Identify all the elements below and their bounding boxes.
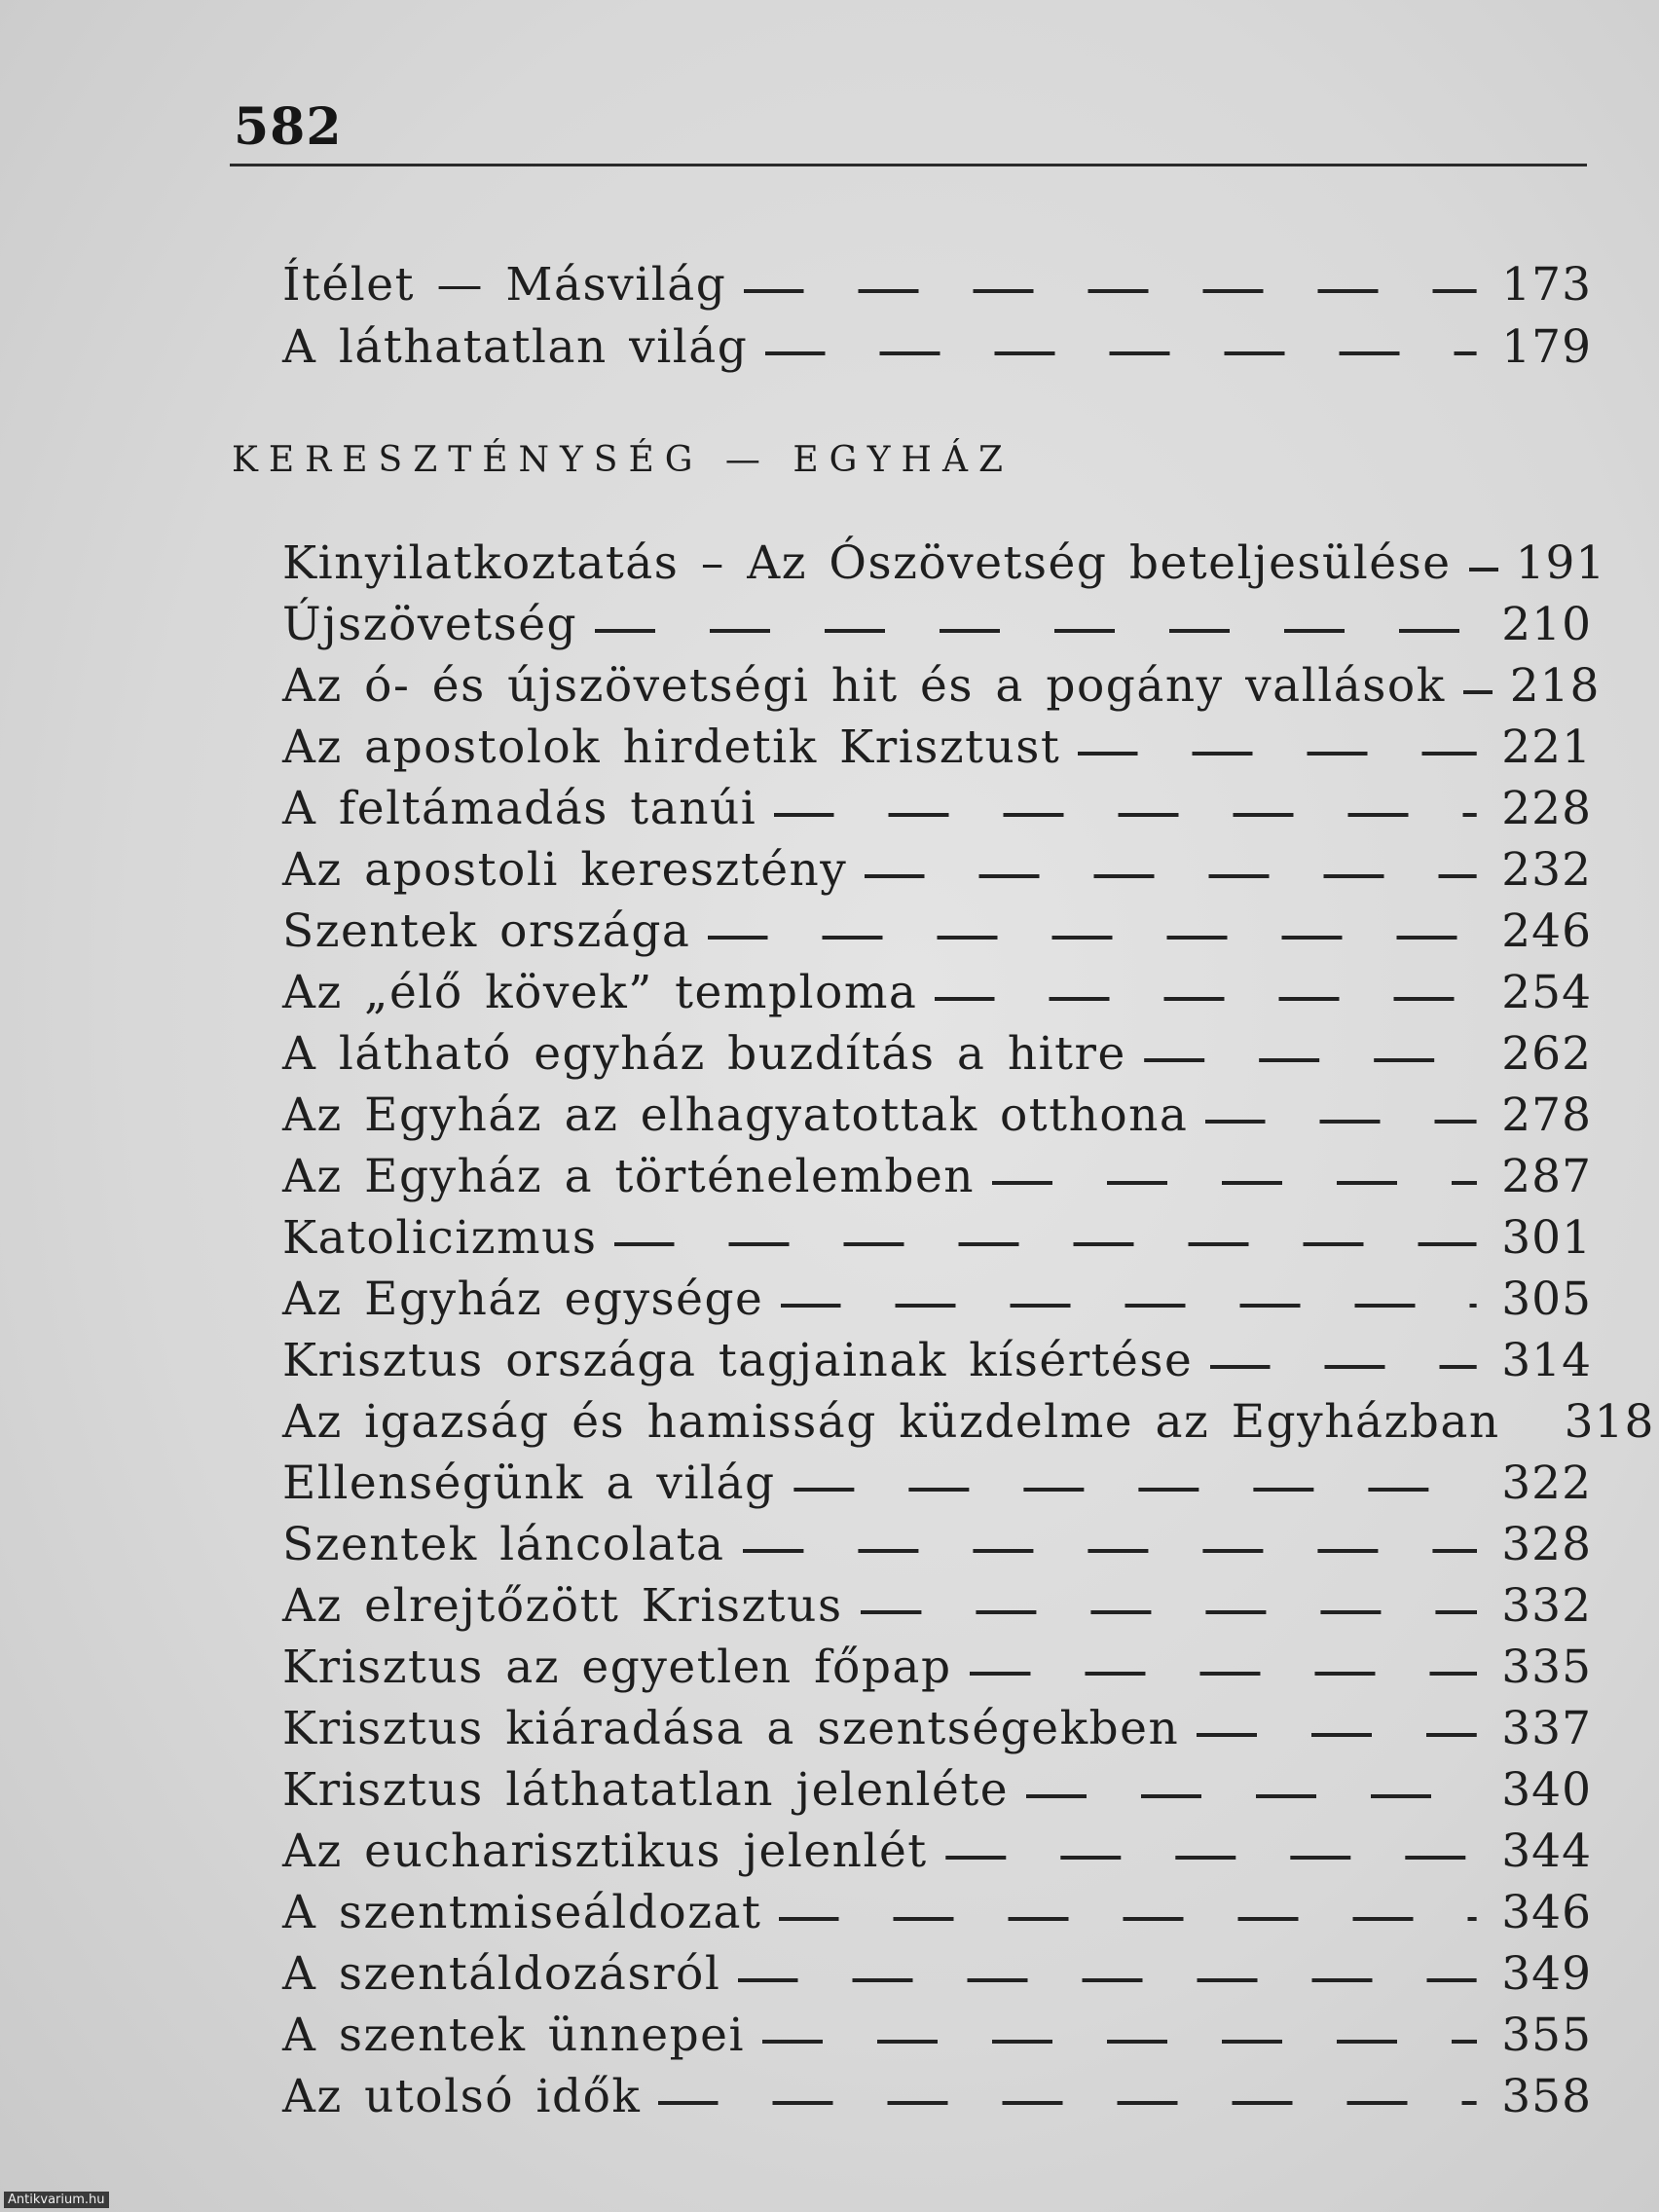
toc-entry-title: Szentek országa [282, 904, 691, 958]
section-heading: KERESZTÉNYSÉG — EGYHÁZ [232, 440, 1014, 480]
toc-entry-title: Az Egyház az elhagyatottak otthona [282, 1088, 1189, 1142]
dash-leader [1518, 1426, 1547, 1430]
toc-entry-page: 305 [1501, 1272, 1592, 1326]
toc-entry [282, 535, 1606, 593]
dash-leader [793, 1488, 1477, 1492]
toc-entry-title: Szentek láncolata [282, 1518, 725, 1571]
toc-entry [282, 1823, 1592, 1881]
toc-entry-title: Az igazság és hamisság küzdelme az Egyházban [282, 1395, 1500, 1449]
toc-entry-page: 328 [1501, 1518, 1592, 1571]
toc-entry-page: 191 [1515, 536, 1606, 590]
toc-entry-page: 278 [1501, 1088, 1592, 1142]
dash-leader [1210, 1365, 1477, 1369]
toc-entry [282, 841, 1592, 900]
toc-entry [282, 1945, 1592, 2004]
toc-entry-page: 232 [1501, 843, 1592, 897]
toc-entry [282, 657, 1601, 716]
toc-entry-page: 340 [1501, 1763, 1592, 1817]
dash-leader [762, 2040, 1477, 2044]
toc-entry-page: 301 [1501, 1211, 1592, 1265]
toc-entry [282, 719, 1592, 777]
dash-leader [774, 813, 1477, 817]
dash-leader [861, 1610, 1477, 1614]
watermark-label: Antikvarium.hu [4, 2192, 109, 2208]
toc-entry-title: Az utolsó idők [282, 2070, 642, 2123]
toc-entry-page: 355 [1501, 2009, 1592, 2062]
toc-entry-page: 228 [1501, 782, 1592, 835]
toc-entry-title: Az ó- és újszövetségi hit és a pogány vallások [282, 659, 1446, 713]
toc-entry-page: 358 [1501, 2070, 1592, 2123]
toc-entry-page: 221 [1501, 720, 1592, 774]
toc-entry-title: A láthatatlan világ [282, 320, 749, 374]
toc-entry-title: A látható egyház buzdítás a hitre [282, 1027, 1126, 1081]
toc-entry [282, 964, 1592, 1022]
dash-leader [1463, 690, 1493, 694]
toc-entry [282, 1332, 1592, 1390]
toc-entry-title: Kinyilatkoztatás – Az Ószövetség beteljesülése [282, 536, 1452, 590]
toc-entry-page: 332 [1501, 1579, 1592, 1633]
dash-leader [935, 997, 1477, 1001]
dash-leader [945, 1856, 1477, 1860]
toc-entry-title: A feltámadás tanúi [282, 782, 757, 835]
toc-entry-page: 262 [1501, 1027, 1592, 1081]
toc-entry-page: 322 [1501, 1456, 1592, 1510]
dash-leader [1469, 568, 1498, 571]
page-number: 582 [234, 97, 343, 157]
dash-leader [744, 289, 1477, 293]
header-rule [230, 164, 1587, 166]
toc-entry [282, 1271, 1592, 1329]
toc-entry-page: 254 [1501, 966, 1592, 1019]
toc-entry-page: 246 [1501, 904, 1592, 958]
dash-leader [1197, 1733, 1477, 1737]
toc-entry [282, 1393, 1655, 1452]
toc-entry [282, 2007, 1592, 2065]
toc-entry-title: A szentáldozásról [282, 1947, 721, 2001]
toc-entry [282, 1209, 1592, 1268]
dash-leader [1144, 1058, 1477, 1062]
dash-leader [595, 629, 1477, 633]
dash-leader [1078, 752, 1477, 756]
toc-entry-page: 337 [1501, 1702, 1592, 1755]
toc-entry [282, 318, 1592, 377]
toc-entry-title: Az Egyház a történelemben [282, 1150, 976, 1203]
dash-leader [781, 1304, 1477, 1308]
toc-entry-title: Krisztus láthatatlan jelenléte [282, 1763, 1010, 1817]
dash-leader [743, 1549, 1477, 1553]
toc-entry [282, 1455, 1592, 1513]
toc-entry-page: 314 [1501, 1334, 1592, 1387]
toc-entry-page: 218 [1509, 659, 1601, 713]
toc-entry-title: Katolicizmus [282, 1211, 598, 1265]
toc-entry-title: Az eucharisztikus jelenlét [282, 1825, 928, 1878]
toc-entry-title: A szentmiseáldozat [282, 1886, 762, 1939]
toc-entry [282, 903, 1592, 961]
toc-entry [282, 1148, 1592, 1206]
toc-entry-title: Ítélet — Másvilág [282, 258, 727, 312]
toc-entry-title: A szentek ünnepei [282, 2009, 746, 2062]
toc-entry [282, 1761, 1592, 1820]
dash-leader [1205, 1120, 1477, 1124]
dash-leader [614, 1242, 1477, 1246]
toc-entry-title: Újszövetség [282, 598, 578, 651]
toc-entry-page: 318 [1564, 1395, 1655, 1449]
toc-entry-page: 179 [1501, 320, 1592, 374]
toc-entry-title: Az Egyház egysége [282, 1272, 764, 1326]
toc-entry [282, 596, 1592, 654]
dash-leader [1026, 1794, 1477, 1798]
toc-entry [282, 256, 1592, 314]
toc-entry-page: 287 [1501, 1150, 1592, 1203]
dash-leader [738, 1978, 1477, 1982]
toc-entry-title: Az apostolok hirdetik Krisztust [282, 720, 1061, 774]
toc-entry [282, 1087, 1592, 1145]
dash-leader [992, 1181, 1477, 1185]
toc-entry-page: 335 [1501, 1641, 1592, 1694]
dash-leader [658, 2101, 1477, 2105]
toc-entry-page: 346 [1501, 1886, 1592, 1939]
toc-entry [282, 780, 1592, 838]
dash-leader [970, 1672, 1477, 1676]
toc-entry-title: Az apostoli keresztény [282, 843, 848, 897]
dash-leader [765, 351, 1477, 355]
dash-leader [865, 874, 1477, 878]
toc-entry-title: Krisztus kiáradása a szentségekben [282, 1702, 1180, 1755]
toc-entry [282, 1025, 1592, 1084]
toc-entry [282, 1516, 1592, 1574]
toc-entry-page: 344 [1501, 1825, 1592, 1878]
toc-entry-title: Ellenségünk a világ [282, 1456, 776, 1510]
toc-entry [282, 2068, 1592, 2126]
toc-entry [282, 1700, 1592, 1758]
toc-entry-page: 173 [1501, 258, 1592, 312]
toc-entry-page: 349 [1501, 1947, 1592, 2001]
toc-entry-title: Az „élő kövek” temploma [282, 966, 918, 1019]
dash-leader [779, 1917, 1477, 1921]
toc-entry-page: 210 [1501, 598, 1592, 651]
toc-entry-title: Krisztus országa tagjainak kísértése [282, 1334, 1194, 1387]
toc-entry [282, 1884, 1592, 1942]
toc-entry-title: Krisztus az egyetlen főpap [282, 1641, 952, 1694]
toc-entry-title: Az elrejtőzött Krisztus [282, 1579, 843, 1633]
toc-entry [282, 1577, 1592, 1636]
toc-entry [282, 1639, 1592, 1697]
dash-leader [708, 936, 1477, 940]
